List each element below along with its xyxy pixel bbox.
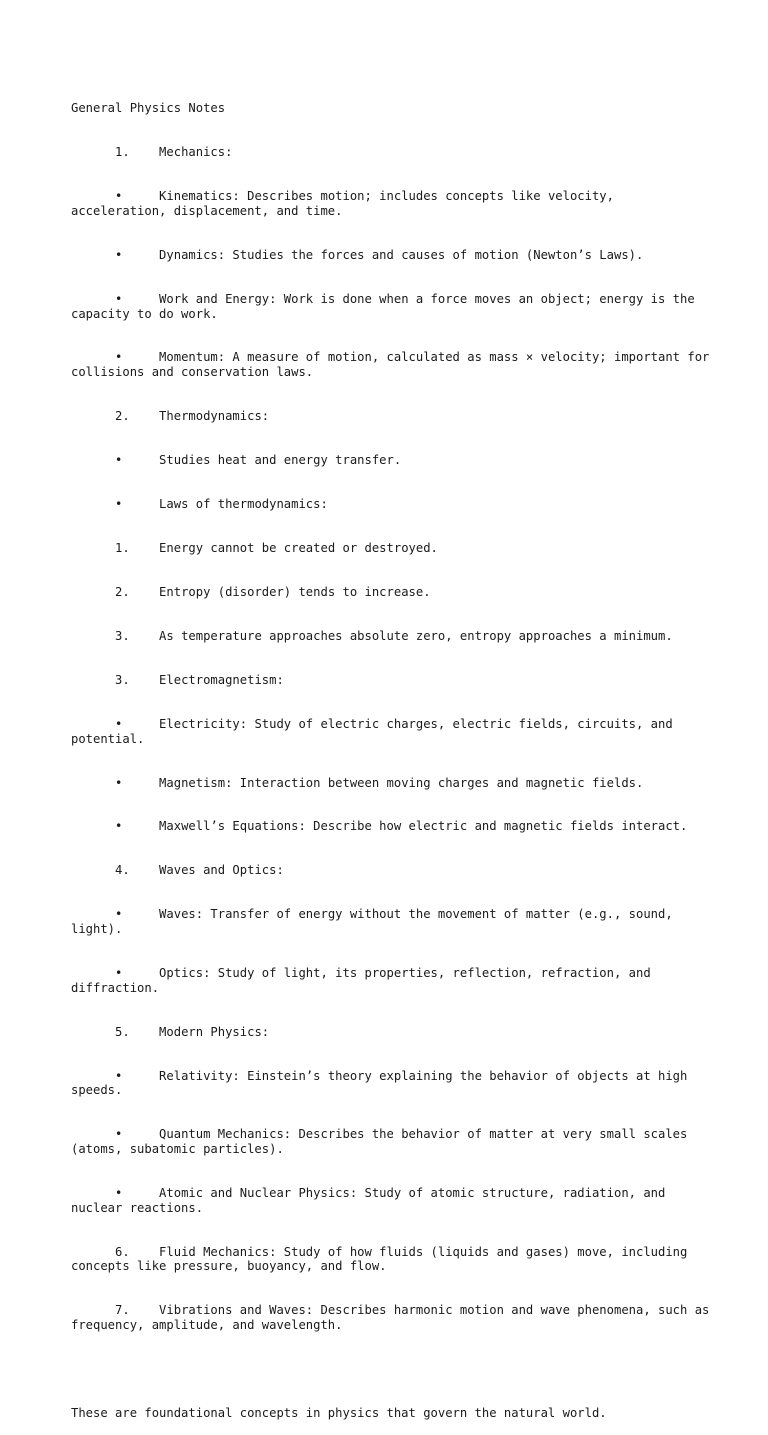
list-item-optics: • Optics: Study of light, its properties, reflection, refraction, and diffraction. xyxy=(71,966,659,995)
list-item-electricity: • Electricity: Study of electric charges, electric fields, circuits, and potential. xyxy=(71,716,681,746)
closing-paragraph: These are foundational concepts in physics that govern the natural world. xyxy=(71,1405,607,1420)
list-item-modern-physics: 5. Modern Physics: xyxy=(71,1024,270,1039)
list-item-waves-optics: 4. Waves and Optics: xyxy=(71,863,284,878)
list-item-electromagnetism: 3. Electromagnetism: xyxy=(71,672,284,687)
list-item-relativity: • Relativity: Einstein’s theory explaining the behavior of objects at high speeds. xyxy=(71,1068,695,1098)
list-item-work-energy: • Work and Energy: Work is done when a force moves an object; energy is the capacity to do work. xyxy=(71,291,703,321)
list-item-quantum: • Quantum Mechanics: Describes the behavior of matter at very small scales (atoms, subatomic particles). xyxy=(71,1127,695,1156)
list-item-waves: • Waves: Transfer of energy without the movement of matter (e.g., sound, light). xyxy=(71,907,681,937)
list-item-maxwell: • Maxwell’s Equations: Describe how electric and magnetic fields interact. xyxy=(71,819,688,834)
document-page xyxy=(71,72,717,1435)
blank-line xyxy=(71,1362,711,1377)
list-item-first-law: 1. Energy cannot be created or destroyed. xyxy=(71,541,438,555)
list-item-third-law: 3. As temperature approaches absolute zero, entropy approaches a minimum. xyxy=(71,628,673,643)
list-item-fluid-mechanics: 6. Fluid Mechanics: Study of how fluids (liquids and gases) move, including concepts like pressure, buoyancy, and flow. xyxy=(71,1244,695,1274)
list-item-atomic-nuclear: • Atomic and Nuclear Physics: Study of atomic structure, radiation, and nuclear reactions. xyxy=(71,1185,673,1215)
list-item-momentum: • Momentum: A measure of motion, calculated as mass × velocity; important for collisions and conservation laws. xyxy=(71,350,717,380)
list-item-thermodynamics: 2. Thermodynamics: xyxy=(71,409,270,424)
list-item-laws-of-thermodynamics: • Laws of thermodynamics: xyxy=(71,497,328,512)
list-item-heat-transfer: • Studies heat and energy transfer. xyxy=(71,453,402,468)
list-item-mechanics: 1. Mechanics: xyxy=(71,145,233,160)
document-title: General Physics Notes xyxy=(71,101,226,116)
list-item-kinematics: • Kinematics: Describes motion; includes concepts like velocity, acceleration, displacement, and time. xyxy=(71,189,622,218)
list-item-dynamics: • Dynamics: Studies the forces and causes of motion (Newton’s Laws). xyxy=(71,247,644,262)
list-item-second-law: 2. Entropy (disorder) tends to increase. xyxy=(71,584,431,599)
list-item-magnetism: • Magnetism: Interaction between moving charges and magnetic fields. xyxy=(71,775,644,790)
list-item-vibrations-waves: 7. Vibrations and Waves: Describes harmonic motion and wave phenomena, such as frequency, amplitude, and wavelength. xyxy=(71,1303,717,1332)
